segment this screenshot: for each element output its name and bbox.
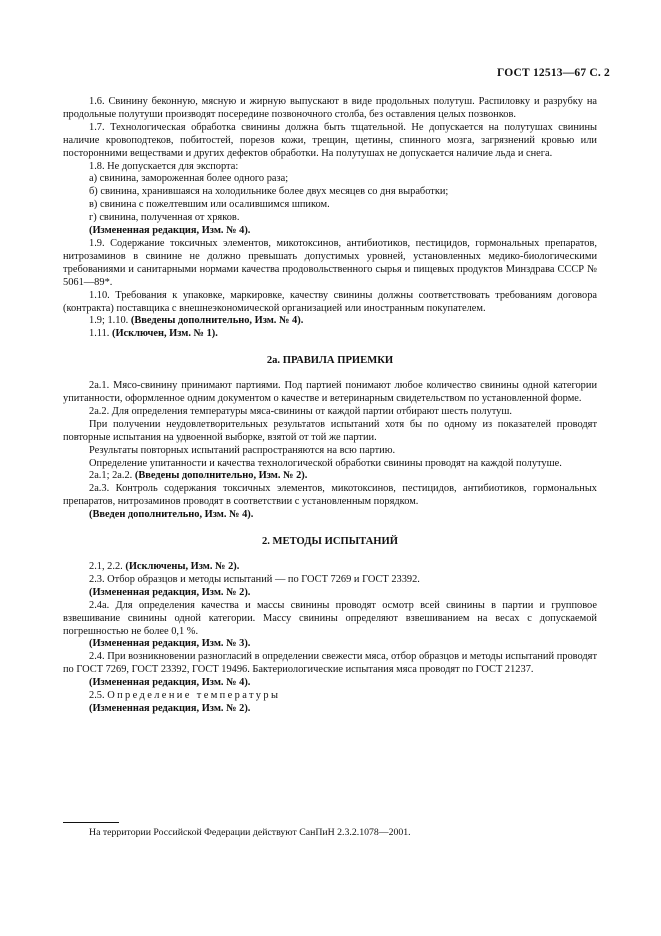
paragraph-2a-2-retest: При получении неудовлетворительных результатов испытаний хотя бы по одному из показателей проводят повторные испытания на удвоенной выборке, взятой от той же партии. (63, 418, 597, 443)
clause-number: 1.9; 1.10. (89, 315, 131, 327)
clause-number: 2.5. (89, 690, 108, 702)
section-heading-2: 2. МЕТОДЫ ИСПЫТАНИЙ (261, 536, 399, 548)
paragraph-2-1-2-2 (63, 561, 597, 574)
amendment-note-2-4: (Измененная редакция, Изм. № 4). (89, 677, 251, 689)
clause-number: 1.11. (89, 328, 112, 340)
paragraph-1-8: 1.8. Не допускается для экспорта: (89, 160, 239, 172)
paragraph-1-11 (63, 328, 597, 341)
paragraph-2a-2: 2а.2. Для определения температуры мяса-свинины от каждой партии отбирают шесть полутуш. (89, 405, 512, 417)
footnote-divider (63, 822, 119, 823)
paragraph-1-6: 1.6. Свинину беконную, мясную и жирную выпускают в виде продольных полутуш. Распиловку и разрубку на продольные полутуши производят посередине позвоночного столба, без оставления целых позвонков. (63, 96, 597, 120)
paragraph-1-9: 1.9. Содержание токсичных элементов, микотоксинов, антибиотиков, пестицидов, гормональных препаратов, нитрозаминов в свинине не должно превышать допустимых уровней, установленных медико-биологическими требованиями и санитарными нормами качества продовольственного сырья и пищевых продуктов Минздрава СССР № 5061—89*. (63, 237, 597, 288)
amendment-note: (Введены дополнительно, Изм. № 4). (130, 315, 304, 327)
list-item-1-8-v: в) свинина с пожелтевшим или осалившимся шпиком. (89, 199, 330, 211)
clause-number: 2.1, 2.2. (89, 561, 126, 572)
paragraph-2a-3: 2а.3. Контроль содержания токсичных элементов, микотоксинов, пестицидов, антибиотиков, гормональных препаратов, нитрозаминов проводят в соответствии с установленным порядком. (63, 483, 597, 508)
paragraph-2a-2-results: Результаты повторных испытаний распространяются на всю партию. (89, 444, 396, 456)
amendment-note-2a-3: (Введен дополнительно, Изм. № 4). (89, 509, 254, 521)
paragraph-2-4: 2.4. При возникновении разногласий в определении свежести мяса, отбор образцов и методы испытаний проводят по ГОСТ 7269, ГОСТ 23392, ГОСТ 19496. Бактериологические испытания мяса проводят по ГОСТ 21237. (63, 651, 597, 676)
paragraph-2a-1-2a-2 (63, 470, 597, 483)
amendment-note-2-4a: (Измененная редакция, Изм. № 3). (89, 638, 251, 650)
spaced-heading: Определение температуры (107, 690, 281, 702)
paragraph-1-9-1-10 (63, 315, 597, 328)
amendment-note: (Исключены, Изм. № 2). (125, 561, 240, 572)
amendment-note-2-3: (Измененная редакция, Изм. № 2). (89, 586, 251, 598)
paragraph-2-4a: 2.4а. Для определения качества и массы свинины проводят осмотр всей свинины в партии и групповое взвешивание свинины одной категории. Массу свинины определяют взвешиванием на весах с допускаемой погрешностью не более 0,1 %. (63, 599, 597, 637)
paragraph-2-5 (63, 690, 597, 703)
page-header: ГОСТ 12513—67 С. 2 (497, 67, 610, 79)
list-item-1-8-g: г) свинина, полученная от хряков. (89, 212, 240, 224)
section-heading-2a: 2а. ПРАВИЛА ПРИЕМКИ (266, 355, 394, 367)
list-item-1-8-b: б) свинина, хранившаяся на холодильнике более двух месяцев со дня выработки; (89, 186, 449, 198)
paragraph-2a-1: 2а.1. Мясо-свинину принимают партиями. Под партией понимают любое количество свинины одной категории упитанности, оформленное одним документом о качестве и ветеринарным свидетельством по установленной форме. (63, 380, 597, 405)
paragraph-2a-2-fatness: Определение упитанности и качества технологической обработки свинины проводят на каждой полутуше. (89, 457, 562, 469)
amendment-note: (Введены дополнительно, Изм. № 2). (134, 470, 308, 482)
list-item-1-8-a: а) свинина, замороженная более одного раза; (89, 173, 289, 185)
amendment-note: (Исключен, Изм. № 1). (112, 328, 218, 340)
paragraph-1-10: 1.10. Требования к упаковке, маркировке, качеству свинины должны соответствовать требованиям договора (контракта) поставщика с внешнеэкономической организацией или иностранным покупателем. (63, 289, 597, 314)
amendment-note-2-5: (Измененная редакция, Изм. № 2). (89, 702, 251, 714)
amendment-note-1-8: (Измененная редакция, Изм. № 4). (89, 225, 251, 237)
paragraph-2-3: 2.3. Отбор образцов и методы испытаний — по ГОСТ 7269 и ГОСТ 23392. (89, 573, 420, 585)
clause-number: 2а.1; 2а.2. (89, 470, 135, 482)
document-body (63, 96, 597, 716)
footnote: На территории Российской Федерации действуют СанПиН 2.3.2.1078—2001. (89, 827, 411, 838)
paragraph-1-7: 1.7. Технологическая обработка свинины должна быть тщательной. Не допускается на полутушах свинины наличие кровоподтеков, побитостей, порезов кожи, трещин, щетины, спинного мозга, загрязнений кровью или посторонними веществами и других дефектов обработки. На полутушах не допускается наличие льда и снега. (63, 121, 597, 159)
